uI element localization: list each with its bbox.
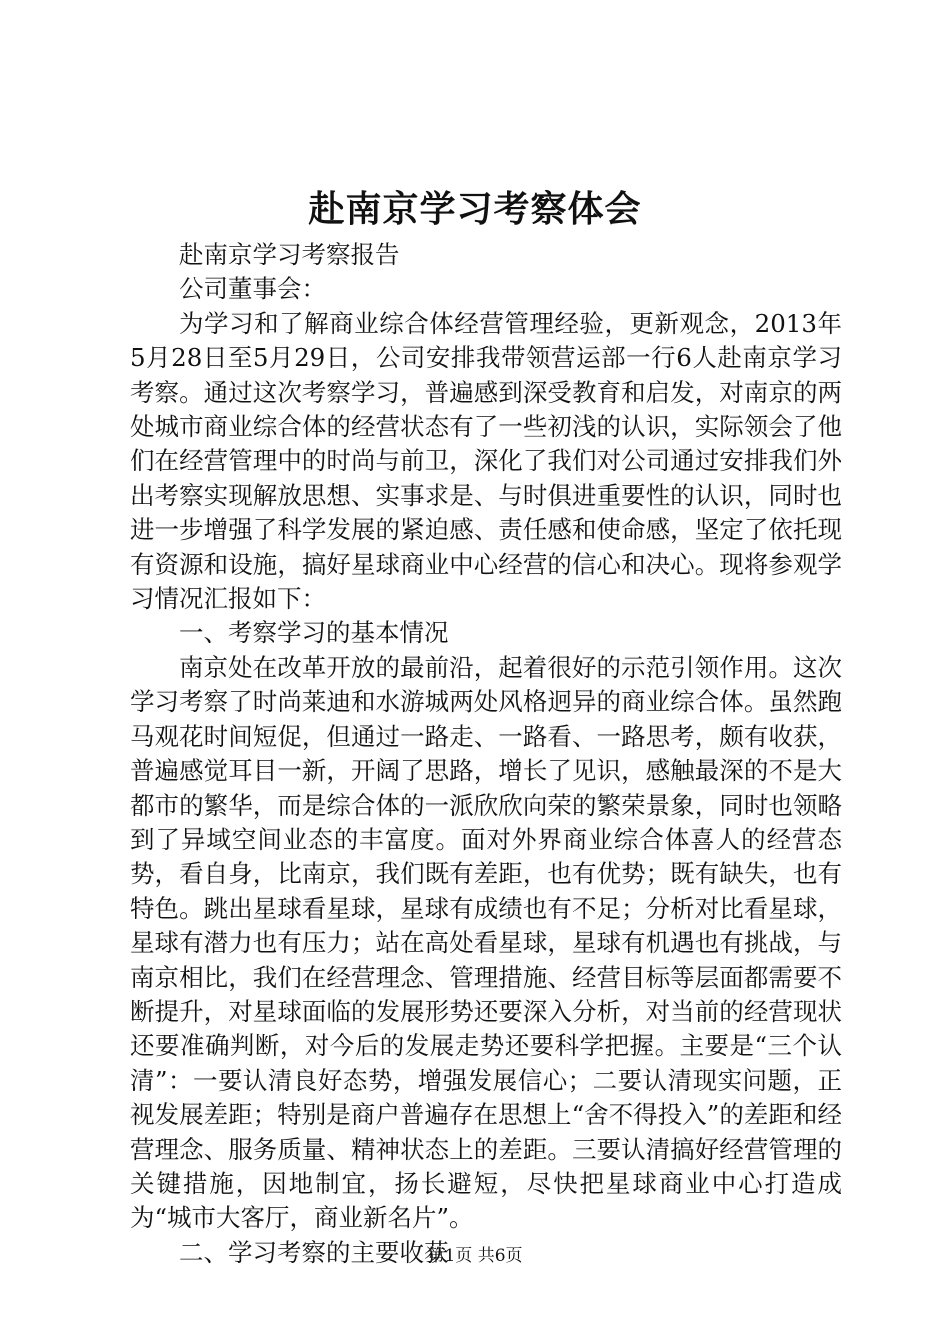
section-1-paragraph: 南京处在改革开放的最前沿，起着很好的示范引领作用。这次学习考察了时尚莱迪和水游城两处风格迥异的商业综合体。虽然跑马观花时间短促，但通过一路走、一路看、一路思考，颇有收获，普遍感觉耳目一新，开阔了思路，增长了见识，感触最深的不是大都市的繁华，而是综合体的一派欣欣向荣的繁荣景象，同时也领略到了异域空间业态的丰富度。面对外界商业综合体喜人的经营态势，看自身，比南京，我们既有差距，也有优势；既有缺失，也有特色。跳出星球看星球，星球有成绩也有不足；分析对比看星球，星球有潜力也有压力；站在高处看星球，星球有机遇也有挑战，与南京相比，我们在经营理念、管理措施、经营目标等层面都需要不断提升，对星球面临的发展形势还要深入分析，对当前的经营现状还要准确判断，对今后的发展走势还要科学把握。主要是“三个认清”：一要认清良好态势，增强发展信心；二要认清现实问题，正视发展差距；特别是商户普遍存在思想上“舍不得投入”的差距和经营理念、服务质量、精神状态上的差距。三要认清搞好经营管理的关键措施，因地制宜，扬长避短，尽快把星球商业中心打造成为“城市大客厅，商业新名片”。 [130, 652, 842, 1233]
section-heading-1: 一、考察学习的基本情况 [179, 618, 449, 648]
page-title: 赴南京学习考察体会 [308, 188, 642, 230]
report-subtitle: 赴南京学习考察报告 [179, 240, 400, 269]
document-body [130, 238, 842, 1270]
page-footer: 第1页 共6页 [427, 1246, 523, 1266]
section-heading-2: 二、学习考察的主要收获 [179, 1237, 449, 1267]
intro-paragraph: 为学习和了解商业综合体经营管理经验，更新观念，2013年5月28日至5月29日，公司安排我带领营运部一行6人赴南京学习考察。通过这次考察学习，普遍感到深受教育和启发，对南京的两处城市商业综合体的经营状态有了一些初浅的认识，实际领会了他们在经营管理中的时尚与前卫，深化了我们对公司通过安排我们外出考察实现解放思想、实事求是、与时俱进重要性的认识，同时也进一步增强了科学发展的紧迫感、责任感和使命感，坚定了依托现有资源和设施，搞好星球商业中心经营的信心和决心。现将参观学习情况汇报如下： [130, 308, 842, 614]
salutation: 公司董事会： [179, 274, 326, 304]
